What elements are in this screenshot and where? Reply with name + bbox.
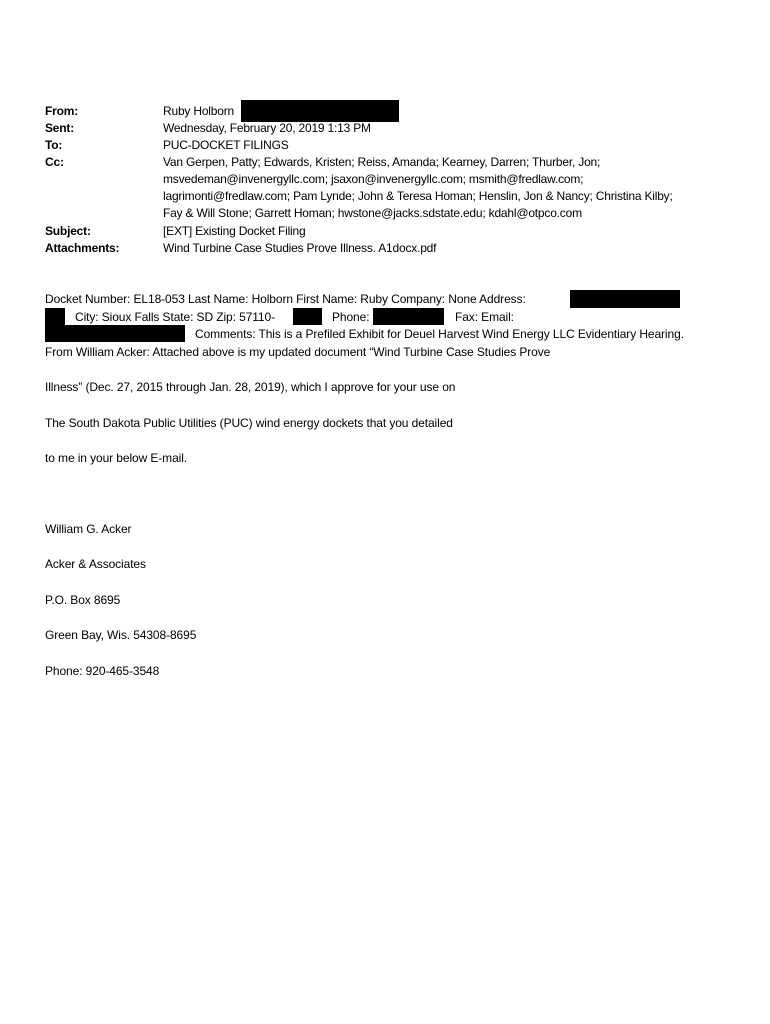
signature-city: Green Bay, Wis. 54308-8695 — [45, 628, 197, 642]
redaction-box — [45, 325, 185, 342]
cc-label: Cc: — [45, 155, 64, 169]
from-label: From: — [45, 104, 78, 118]
sent-label: Sent: — [45, 121, 75, 135]
cc-line: lagrimonti@fredlaw.com; Pam Lynde; John & Teresa Homan; Henslin, Jon & Nancy; Christina Kilby; — [163, 189, 673, 203]
paragraph-line: Illness” (Dec. 27, 2015 through Jan. 28, 2019), which I approve for your use on — [45, 380, 456, 394]
redaction-box — [293, 308, 322, 325]
paragraph-line: The South Dakota Public Utilities (PUC) wind energy dockets that you detailed — [45, 416, 453, 430]
attachments-label: Attachments: — [45, 241, 120, 255]
to-label: To: — [45, 138, 63, 152]
redaction-box — [241, 100, 399, 122]
docket-line: Docket Number: EL18-053 Last Name: Holborn First Name: Ruby Company: None Address: — [45, 292, 526, 306]
cc-line: Van Gerpen, Patty; Edwards, Kristen; Reiss, Amanda; Kearney, Darren; Thurber, Jon; — [163, 155, 601, 169]
redaction-box — [570, 290, 680, 308]
signature-pobox: P.O. Box 8695 — [45, 593, 121, 607]
signature-phone: Phone: 920-465-3548 — [45, 664, 160, 678]
signature-company: Acker & Associates — [45, 557, 146, 571]
comments-text: Comments: This is a Prefiled Exhibit for Deuel Harvest Wind Energy LLC Evidentiary Hearing. — [195, 327, 684, 341]
from-value: Ruby Holborn — [163, 104, 234, 118]
redaction-box — [373, 308, 444, 325]
fax-email-label: Fax: Email: — [455, 310, 514, 324]
city-state-zip: City: Sioux Falls State: SD Zip: 57110- — [75, 310, 275, 324]
sent-value: Wednesday, February 20, 2019 1:13 PM — [163, 121, 371, 135]
subject-value: [EXT] Existing Docket Filing — [163, 224, 306, 238]
subject-label: Subject: — [45, 224, 91, 238]
signature-name: William G. Acker — [45, 522, 132, 536]
paragraph-line: to me in your below E-mail. — [45, 451, 188, 465]
from-acker-line: From William Acker: Attached above is my updated document “Wind Turbine Case Studies Prove — [45, 345, 551, 359]
to-value: PUC-DOCKET FILINGS — [163, 138, 289, 152]
redaction-box — [45, 308, 65, 325]
cc-line: msvedeman@invenergyllc.com; jsaxon@invenergyllc.com; msmith@fredlaw.com; — [163, 172, 584, 186]
phone-label: Phone: — [332, 310, 370, 324]
cc-line: Fay & Will Stone; Garrett Homan; hwstone@jacks.sdstate.edu; kdahl@otpco.com — [163, 206, 582, 220]
attachments-value: Wind Turbine Case Studies Prove Illness. A1docx.pdf — [163, 241, 437, 255]
